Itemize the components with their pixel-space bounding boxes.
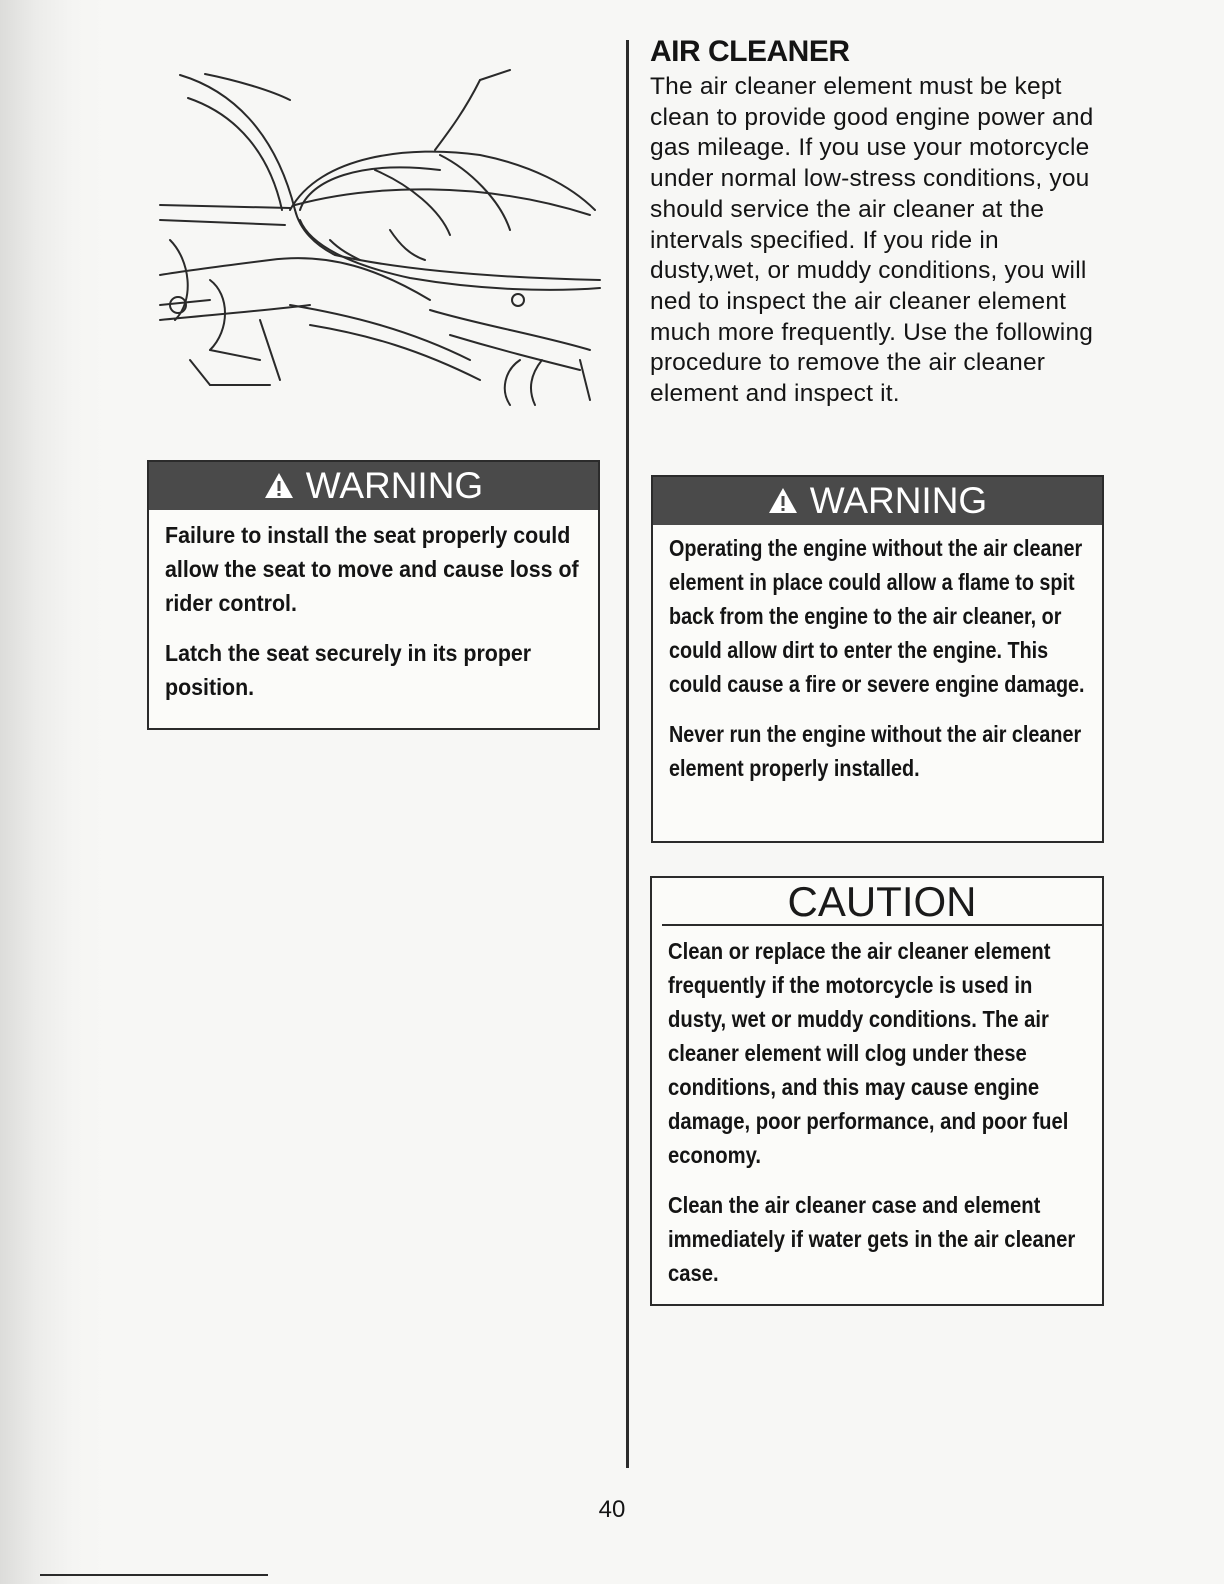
warning-paragraph: Operating the engine without the air cleaner element in place could allow a flame to spit back from the engine to the air cleaner, or could allow dirt to enter the engine. This could cause a fire or severe engine damage. xyxy=(669,535,1085,697)
warning-header xyxy=(149,462,598,510)
column-divider xyxy=(626,40,629,1468)
warning-triangle-icon xyxy=(264,472,294,499)
warning-header xyxy=(653,477,1102,525)
warning-heading: WARNING xyxy=(305,465,484,506)
caution-box xyxy=(650,876,1104,1306)
caution-paragraph: Clean the air cleaner case and element immediately if water gets in the air cleaner case. xyxy=(668,1192,1076,1286)
page-edge-mark xyxy=(40,1574,268,1576)
warning-triangle-icon xyxy=(768,487,798,514)
warning-heading: WARNING xyxy=(809,480,988,521)
page-number: 40 xyxy=(598,1496,626,1523)
air-cleaner-warning-box xyxy=(651,475,1104,843)
section-body: The air cleaner element must be kept clean to provide good engine power and gas mileage. If you use your motorcycle under normal low-stress conditions, you should service the air cleaner at the intervals specified. If you ride in dusty,wet, or muddy conditions, you will ned to inspect the air cleaner element much more frequently. Use the following procedure to remove the air cleaner element and inspect it. xyxy=(650,73,1094,408)
warning-paragraph: Failure to install the seat properly could allow the seat to move and cause loss of rider control. xyxy=(165,522,579,616)
warning-paragraph: Never run the engine without the air cleaner element properly installed. xyxy=(669,721,1082,781)
caution-paragraph: Clean or replace the air cleaner element frequently if the motorcycle is used in dusty, wet or muddy conditions. The air cleaner element will clog under these conditions, and this may cause engine damage, poor performance, and poor fuel economy. xyxy=(668,938,1069,1168)
section-title: AIR CLEANER xyxy=(650,35,850,68)
seat-illustration xyxy=(150,60,610,410)
warning-paragraph: Latch the seat securely in its proper position. xyxy=(165,640,532,700)
caution-heading: CAUTION xyxy=(662,878,1102,926)
seat-warning-box xyxy=(147,460,600,730)
page-binding-shadow xyxy=(0,0,105,1584)
